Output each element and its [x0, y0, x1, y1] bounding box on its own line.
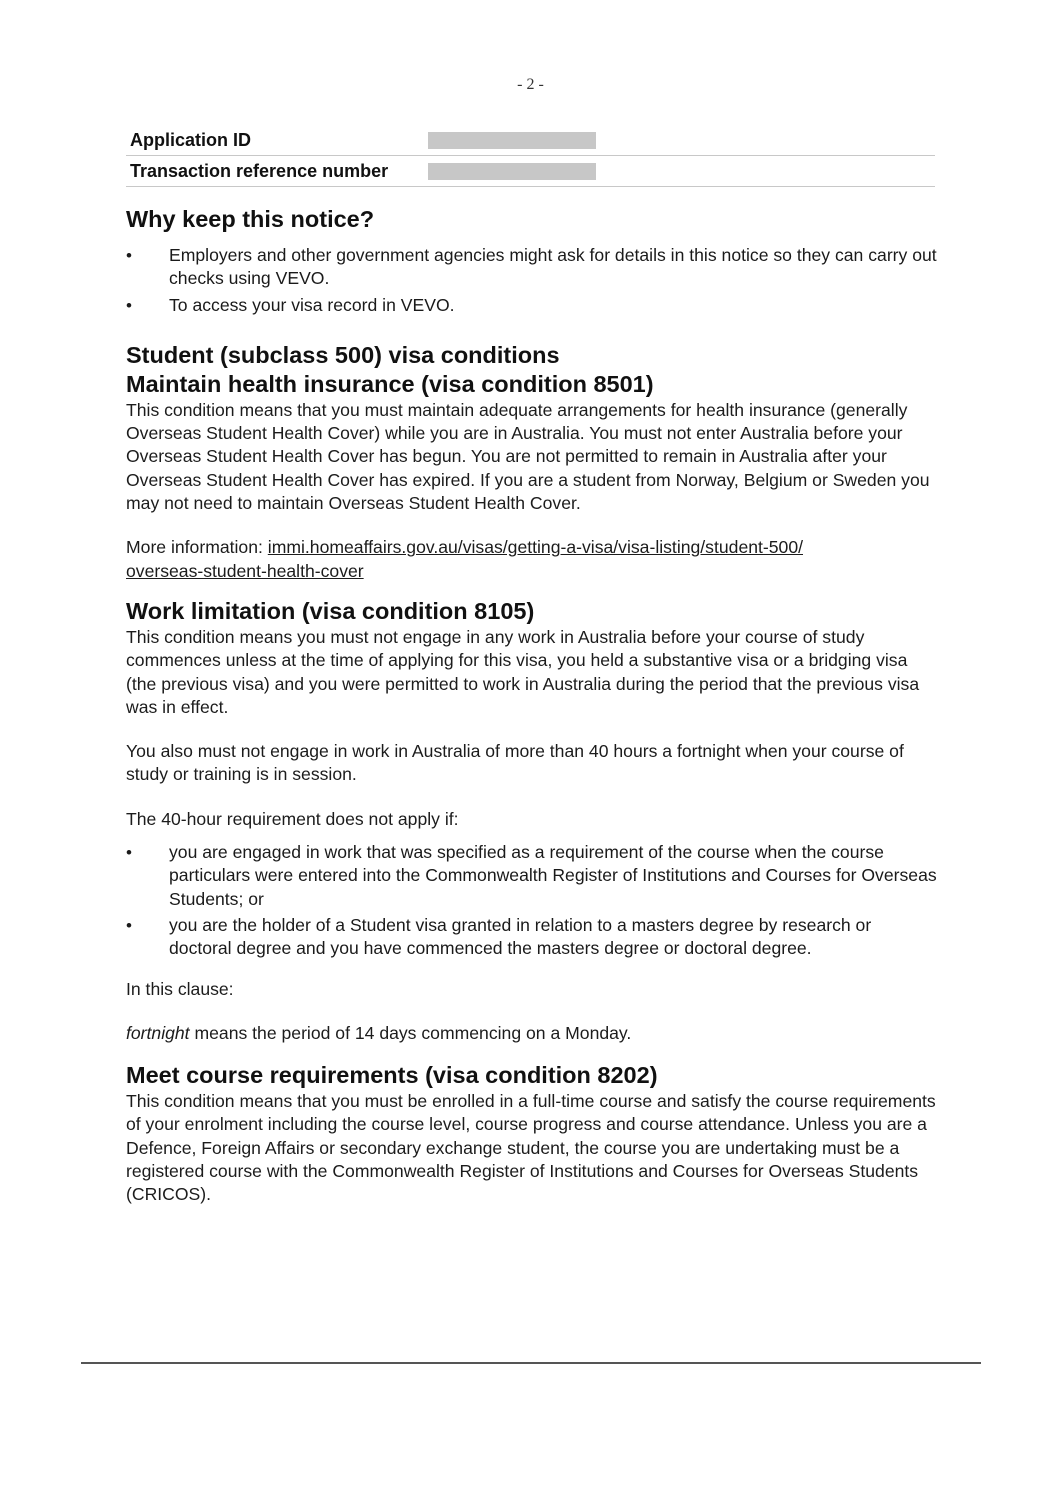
- health-insurance-heading: Maintain health insurance (visa condition 8501): [126, 370, 654, 397]
- transaction-reference-label: Transaction reference number: [130, 160, 389, 181]
- work-limitation-p3: The 40-hour requirement does not apply if:: [126, 808, 459, 829]
- notice-content: [126, 205, 938, 1207]
- bullet-icon: •: [126, 246, 132, 265]
- course-requirements-body: This condition means that you must be enrolled in a full-time course and satisfy the course requirements of your enrolment including the course level, course progress and course attendance. Unless you are a Defence, Foreign Affairs or secondary exchange student, the course you are undertaking must be a registered course with the Commonwealth Register of Institutions and Courses for Overseas Students (CRICOS).: [126, 1091, 936, 1205]
- oshc-link-line2[interactable]: overseas-student-health-cover: [126, 560, 364, 581]
- footer-divider: [81, 1362, 981, 1364]
- work-limitation-p4: In this clause:: [126, 978, 234, 999]
- application-id-redacted-value: [428, 132, 596, 149]
- list-item-text: Employers and other government agencies might ask for details in this notice so they can carry out checks using VEVO.: [169, 245, 937, 289]
- bullet-icon: •: [126, 295, 132, 315]
- course-requirements-heading: Meet course requirements (visa condition 8202): [126, 1062, 658, 1089]
- exemptions-list: [126, 841, 938, 960]
- transaction-reference-row: [126, 156, 935, 187]
- bullet-icon: •: [126, 843, 132, 863]
- application-details-table: [126, 125, 935, 187]
- why-keep-list: [126, 244, 938, 317]
- list-item: [126, 294, 938, 317]
- work-limitation-p1: This condition means you must not engage in any work in Australia before your course of study commences unless at the time of applying for this visa, you held a substantive visa or a bridging visa (the previous visa) and you were permitted to work in Australia during the period that the previous visa was in effect.: [126, 626, 920, 717]
- fortnight-definition: [126, 1022, 938, 1045]
- list-item-text: you are engaged in work that was specified as a requirement of the course when the course particulars were entered into the Commonwealth Register of Institutions and Courses for Overseas Students; or: [169, 842, 937, 909]
- work-limitation-p2: You also must not engage in work in Australia of more than 40 hours a fortnight when your course of study or training is in session.: [126, 741, 904, 785]
- work-limitation-heading: Work limitation (visa condition 8105): [126, 597, 535, 624]
- application-id-row: [126, 125, 935, 156]
- more-information: [126, 536, 938, 583]
- list-item: [126, 244, 938, 291]
- page-number: - 2 -: [517, 76, 544, 93]
- oshc-link-line1[interactable]: immi.homeaffairs.gov.au/visas/getting-a-visa/visa-listing/student-500/: [267, 537, 803, 558]
- list-item-text: To access your visa record in VEVO.: [169, 294, 455, 315]
- bullet-icon: •: [126, 915, 132, 935]
- list-item: [126, 914, 938, 961]
- visa-conditions-heading: Student (subclass 500) visa conditions: [126, 341, 560, 368]
- health-insurance-body: This condition means that you must maintain adequate arrangements for health insurance (generally Overseas Student Health Cover) while you are in Australia. You must not enter Australia before your Overseas Student Health Cover has begun. You are not permitted to remain in Australia after your Overseas Student Health Cover has expired. If you are a student from Norway, Belgium or Sweden you may not need to maintain Overseas Student Health Cover.: [126, 399, 930, 514]
- definition-term: fortnight: [126, 1022, 190, 1043]
- list-item-text: you are the holder of a Student visa granted in relation to a masters degree by research or doctoral degree and you have commenced the masters degree or doctoral degree.: [169, 914, 872, 959]
- more-information-prefix: More information:: [126, 537, 268, 558]
- definition-text: means the period of 14 days commencing on a Monday.: [189, 1022, 632, 1043]
- list-item: [126, 841, 938, 911]
- transaction-reference-redacted-value: [428, 163, 596, 180]
- application-id-label: Application ID: [130, 129, 251, 150]
- why-keep-heading: Why keep this notice?: [126, 206, 375, 232]
